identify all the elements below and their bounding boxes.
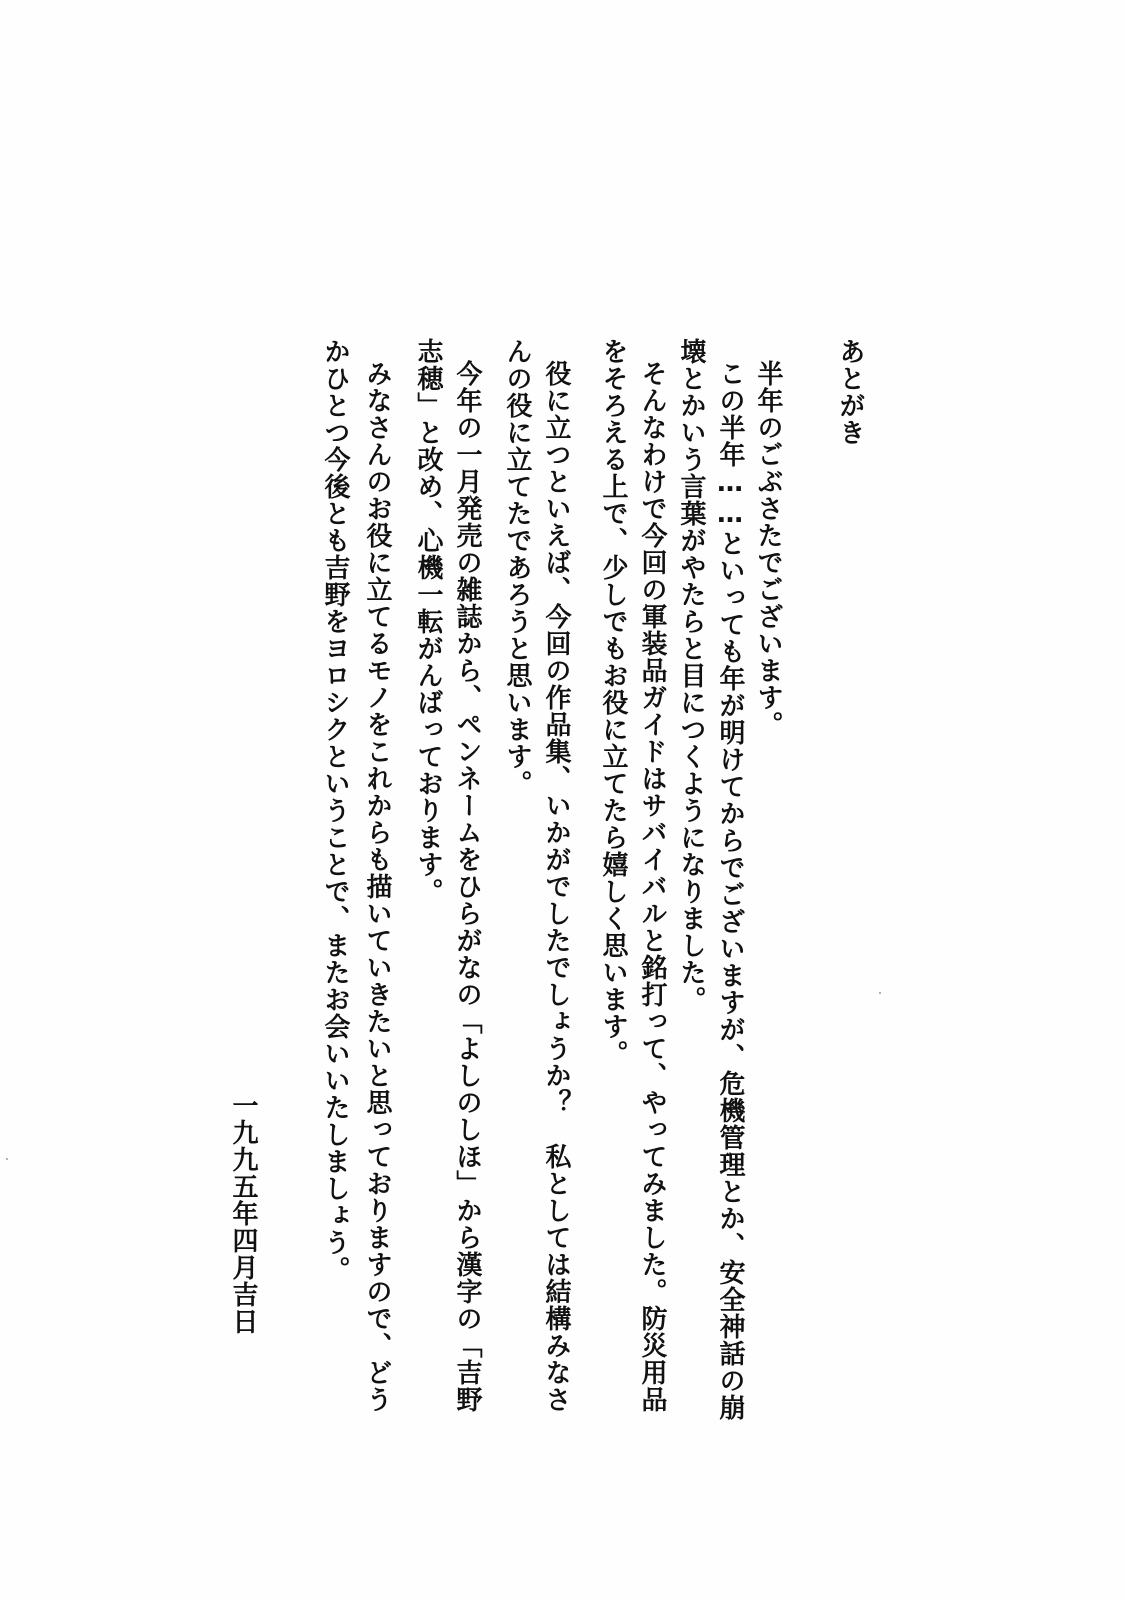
afterword-line: この半年……といっても年が明けてからでございますが、危機管理とか、安全神話の崩	[715, 360, 745, 1421]
afterword-line: みなさんのお役に立てるモノをこれからも描いていきたいと思っておりますので、どう	[362, 360, 392, 1413]
afterword-line: 半年のごぶさたでございます。	[753, 360, 783, 738]
afterword-line: んの役に立てたであろうと思います。	[502, 338, 532, 797]
afterword-line: 壊とかいう言葉がやたらと目につくようになりました。	[676, 338, 706, 1013]
scan-speck	[6, 1158, 8, 1160]
afterword-line: 今年の一月発売の雑誌から、ペンネームをひらがなの「よしのしほ」から漢字の「吉野	[452, 360, 482, 1413]
afterword-line: かひとつ今後とも吉野をヨロシクということで、またお会いいたしましょう。	[320, 338, 350, 1283]
afterword-title: あとがき	[835, 338, 865, 446]
scan-speck	[879, 992, 881, 994]
afterword-date: 一九九五年四月吉日	[228, 1092, 258, 1335]
afterword-line: 志穂」と改め、心機一転がんばっております。	[413, 338, 443, 905]
afterword-line: 役に立つといえば、今回の作品集、いかがでしたでしょうか？ 私としては結構みなさ	[541, 360, 571, 1413]
afterword-line: そんなわけで今回の軍装品ガイドはサバイバルと銘打って、やってみました。防災用品	[637, 360, 667, 1413]
afterword-line: をそろえる上で、少しでもお役に立てたら嬉しく思います。	[598, 338, 628, 1067]
